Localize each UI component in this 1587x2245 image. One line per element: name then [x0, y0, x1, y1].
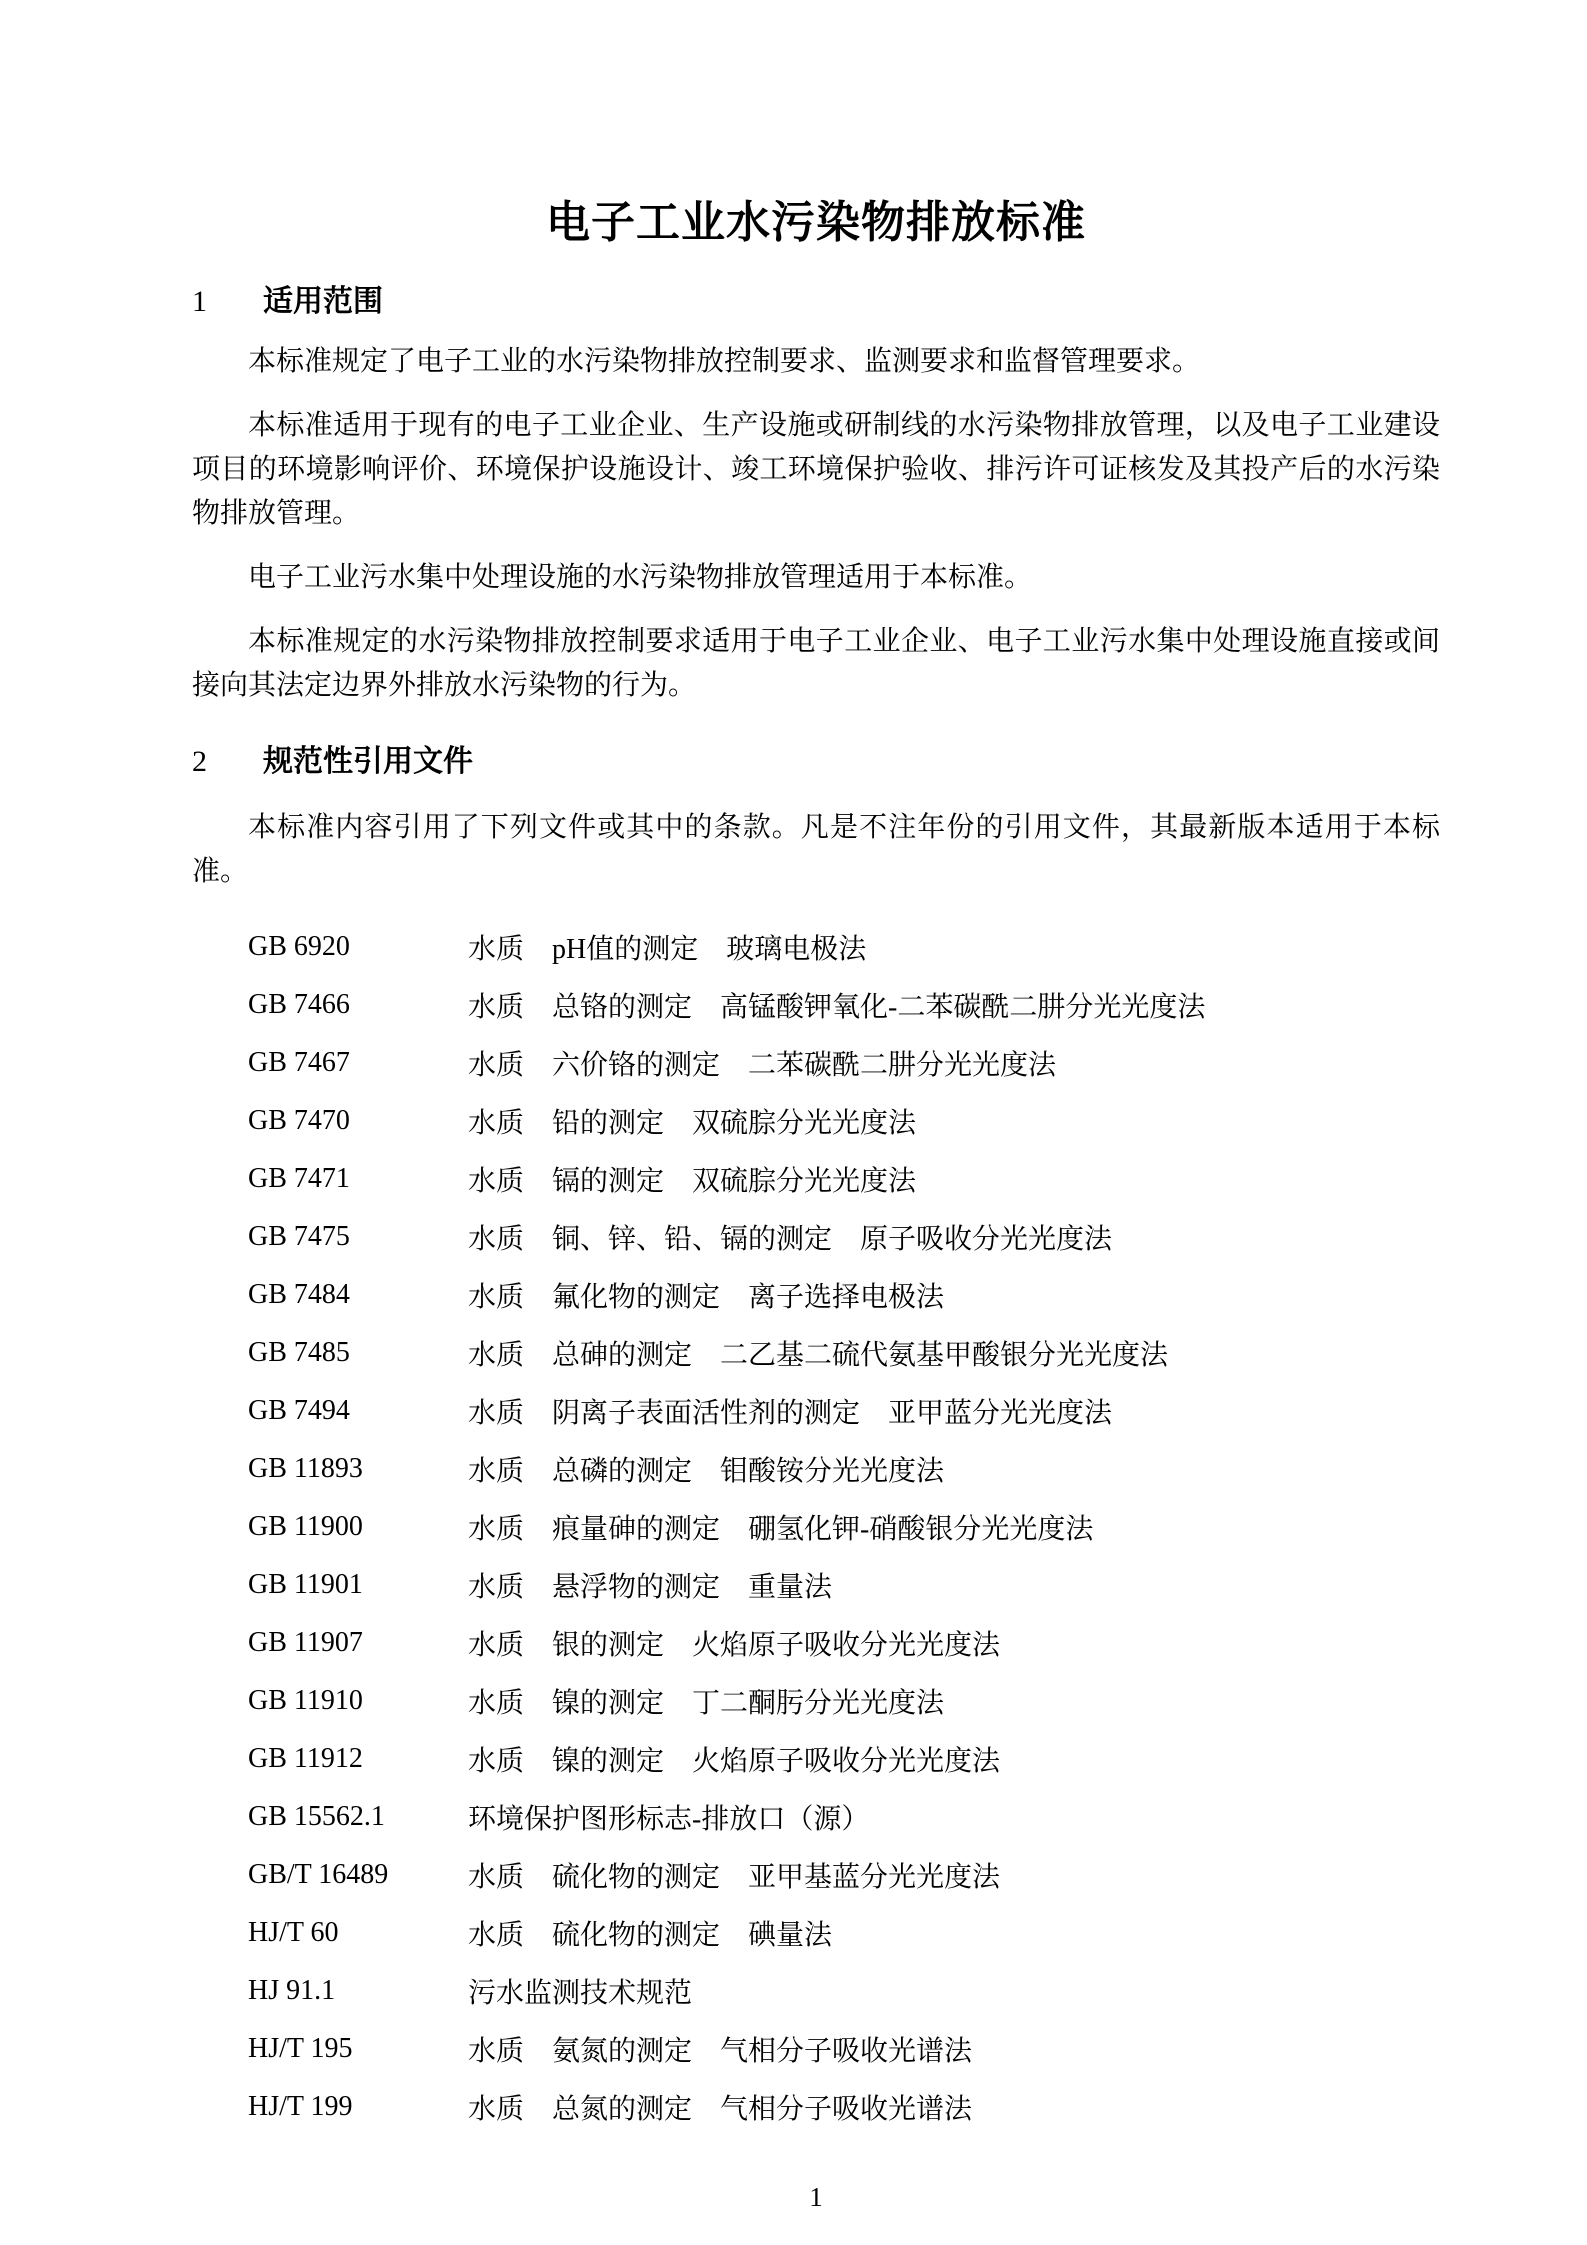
- reference-description: 水质 铜、锌、铅、镉的测定 原子吸收分光光度法: [468, 1224, 1113, 1255]
- reference-row: [248, 2020, 1440, 2078]
- reference-row: [248, 1150, 1440, 1208]
- reference-code: GB 7494: [248, 1395, 350, 1426]
- reference-code: GB 11901: [248, 1569, 363, 1600]
- reference-row: [248, 1034, 1440, 1092]
- reference-row: [248, 1092, 1440, 1150]
- reference-description: 水质 镍的测定 火焰原子吸收分光光度法: [468, 1746, 1001, 1777]
- section-1-number: 1: [192, 285, 207, 318]
- reference-code: GB 11893: [248, 1453, 363, 1484]
- reference-row: [248, 1498, 1440, 1556]
- section-1-paragraph-3: 电子工业污水集中处理设施的水污染物排放管理适用于本标准。: [248, 562, 1033, 593]
- reference-description: 水质 硫化物的测定 亚甲基蓝分光光度法: [468, 1862, 1001, 1893]
- reference-description: 水质 硫化物的测定 碘量法: [468, 1920, 833, 1951]
- reference-code: GB 7470: [248, 1105, 350, 1136]
- reference-code: GB 7467: [248, 1047, 350, 1078]
- reference-description: 水质 氨氮的测定 气相分子吸收光谱法: [468, 2036, 973, 2067]
- reference-code: HJ/T 195: [248, 2033, 353, 2064]
- reference-row: [248, 1440, 1440, 1498]
- document-title: 电子工业水污染物排放标准: [546, 198, 1086, 247]
- reference-code: GB 7475: [248, 1221, 350, 1252]
- reference-code: GB/T 16489: [248, 1859, 389, 1890]
- reference-row: [248, 1730, 1440, 1788]
- reference-row: [248, 1208, 1440, 1266]
- reference-code: GB 7485: [248, 1337, 350, 1368]
- reference-code: HJ/T 60: [248, 1917, 339, 1948]
- reference-row: [248, 1846, 1440, 1904]
- reference-description: 水质 pH值的测定 玻璃电极法: [468, 934, 867, 965]
- reference-description: 污水监测技术规范: [468, 1978, 693, 2009]
- reference-description: 水质 总砷的测定 二乙基二硫代氨基甲酸银分光光度法: [468, 1340, 1169, 1371]
- reference-description: 水质 镍的测定 丁二酮肟分光光度法: [468, 1688, 945, 1719]
- reference-row: [248, 1614, 1440, 1672]
- section-2-title: 规范性引用文件: [263, 745, 473, 778]
- reference-description: 水质 银的测定 火焰原子吸收分光光度法: [468, 1630, 1001, 1661]
- reference-description: 水质 铅的测定 双硫腙分光光度法: [468, 1108, 917, 1139]
- reference-row: [248, 2078, 1440, 2136]
- reference-code: GB 6920: [248, 931, 350, 962]
- reference-code: GB 7484: [248, 1279, 350, 1310]
- reference-code: GB 11900: [248, 1511, 363, 1542]
- section-1-paragraph-2: 本标准适用于现有的电子工业企业、生产设施或研制线的水污染物排放管理，以及电子工业建设项目的环境影响评价、环境保护设施设计、竣工环境保护验收、排污许可证核发及其投产后的水污染物排放管理。: [192, 410, 1440, 529]
- references-list: [192, 918, 1440, 2136]
- reference-code: GB 15562.1: [248, 1801, 385, 1832]
- reference-row: [248, 918, 1440, 976]
- section-2-intro: 本标准内容引用了下列文件或其中的条款。凡是不注年份的引用文件，其最新版本适用于本标准。: [192, 812, 1440, 887]
- reference-description: 水质 氟化物的测定 离子选择电极法: [468, 1282, 945, 1313]
- section-1-paragraph-1: 本标准规定了电子工业的水污染物排放控制要求、监测要求和监督管理要求。: [248, 346, 1201, 377]
- section-2-number: 2: [192, 745, 207, 778]
- reference-row: [248, 1904, 1440, 1962]
- reference-code: GB 11910: [248, 1685, 363, 1716]
- reference-code: HJ/T 199: [248, 2091, 353, 2122]
- page-number: 1: [809, 2182, 823, 2212]
- reference-row: [248, 1382, 1440, 1440]
- reference-row: [248, 1556, 1440, 1614]
- section-1-title: 适用范围: [263, 285, 383, 318]
- reference-code: GB 7471: [248, 1163, 350, 1194]
- reference-code: GB 7466: [248, 989, 350, 1020]
- reference-description: 水质 悬浮物的测定 重量法: [468, 1572, 833, 1603]
- reference-description: 水质 总磷的测定 钼酸铵分光光度法: [468, 1456, 945, 1487]
- reference-description: 水质 总氮的测定 气相分子吸收光谱法: [468, 2094, 973, 2125]
- reference-description: 水质 镉的测定 双硫腙分光光度法: [468, 1166, 917, 1197]
- reference-description: 环境保护图形标志-排放口（源）: [468, 1804, 870, 1835]
- reference-code: HJ 91.1: [248, 1975, 336, 2006]
- reference-code: GB 11907: [248, 1627, 363, 1658]
- reference-description: 水质 六价铬的测定 二苯碳酰二肼分光光度法: [468, 1050, 1057, 1081]
- section-1-paragraph-4: 本标准规定的水污染物排放控制要求适用于电子工业企业、电子工业污水集中处理设施直接或间接向其法定边界外排放水污染物的行为。: [192, 626, 1440, 701]
- reference-row: [248, 1962, 1440, 2020]
- reference-row: [248, 976, 1440, 1034]
- reference-row: [248, 1672, 1440, 1730]
- section-2-heading: [192, 744, 1440, 780]
- reference-code: GB 11912: [248, 1743, 363, 1774]
- reference-row: [248, 1324, 1440, 1382]
- reference-row: [248, 1788, 1440, 1846]
- reference-description: 水质 痕量砷的测定 硼氢化钾-硝酸银分光光度法: [468, 1514, 1094, 1545]
- reference-description: 水质 阴离子表面活性剂的测定 亚甲蓝分光光度法: [468, 1398, 1113, 1429]
- reference-row: [248, 1266, 1440, 1324]
- section-1-heading: [192, 284, 1440, 320]
- reference-description: 水质 总铬的测定 高锰酸钾氧化-二苯碳酰二肼分光光度法: [468, 992, 1206, 1023]
